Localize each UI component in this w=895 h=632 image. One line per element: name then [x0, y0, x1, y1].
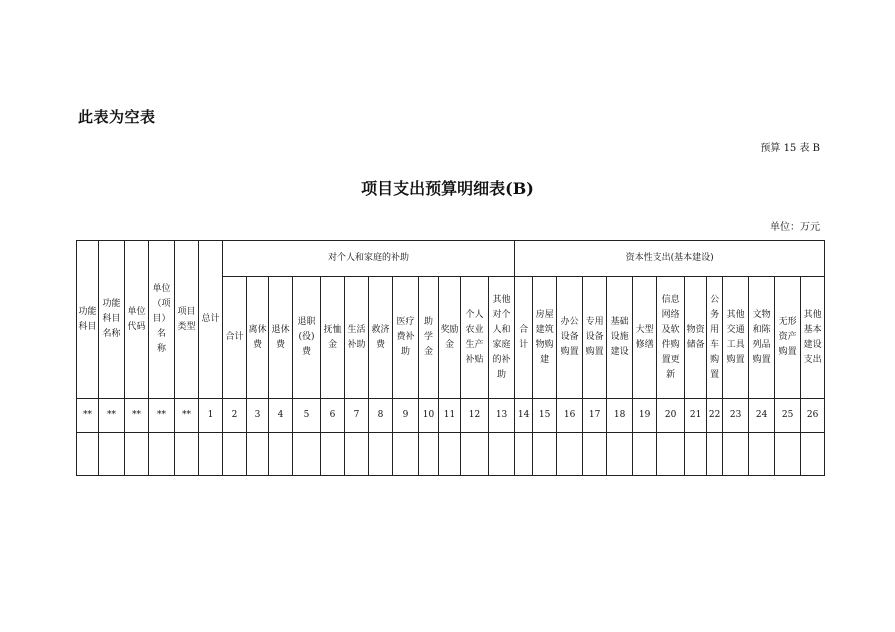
column-header-19: 合 计	[515, 277, 533, 399]
empty-data-cell	[801, 433, 825, 476]
column-code-cell: 11	[439, 399, 461, 433]
column-header-2: 功能 科目 名称	[99, 241, 125, 399]
empty-data-cell	[461, 433, 489, 476]
column-code-cell: **	[99, 399, 125, 433]
empty-data-cell	[321, 433, 345, 476]
column-header-4: 单位 （项 目）名 称	[149, 241, 175, 399]
empty-data-cell	[749, 433, 775, 476]
column-code-cell: **	[125, 399, 149, 433]
empty-data-cell	[419, 433, 439, 476]
empty-data-cell	[515, 433, 533, 476]
column-header-3: 单位 代码	[125, 241, 149, 399]
empty-data-cell	[393, 433, 419, 476]
empty-data-cell	[633, 433, 657, 476]
column-code-cell: 16	[557, 399, 583, 433]
column-code-cell: 22	[707, 399, 723, 433]
empty-data-cell	[223, 433, 247, 476]
empty-data-cell	[607, 433, 633, 476]
column-header-5: 项目 类型	[175, 241, 199, 399]
empty-data-cell	[369, 433, 393, 476]
column-header-1: 功能 科目	[77, 241, 99, 399]
column-code-cell: 25	[775, 399, 801, 433]
column-code-cell: 13	[489, 399, 515, 433]
column-code-cell: 15	[533, 399, 557, 433]
empty-data-cell	[685, 433, 707, 476]
column-code-cell: 2	[223, 399, 247, 433]
empty-table-note: 此表为空表	[78, 108, 156, 126]
column-header-25: 信息 网络 及软 件购 置更 新	[657, 277, 685, 399]
empty-data-cell	[269, 433, 293, 476]
column-header-27: 公 务 用 车 购 置	[707, 277, 723, 399]
empty-data-cell	[489, 433, 515, 476]
column-code-cell: 4	[269, 399, 293, 433]
column-header-23: 基础 设施 建设	[607, 277, 633, 399]
column-code-cell: 19	[633, 399, 657, 433]
unit-label: 单位：万元	[770, 222, 820, 233]
empty-data-cell	[533, 433, 557, 476]
column-header-31: 其他 基本 建设 支出	[801, 277, 825, 399]
empty-data-cell	[707, 433, 723, 476]
column-code-cell: 26	[801, 399, 825, 433]
column-header-6: 总计	[199, 241, 223, 399]
column-code-cell: 9	[393, 399, 419, 433]
column-header-24: 大型 修缮	[633, 277, 657, 399]
column-header-21: 办公 设备 购置	[557, 277, 583, 399]
empty-data-cell	[293, 433, 321, 476]
column-header-14: 医疗 费补 助	[393, 277, 419, 399]
column-code-cell: 8	[369, 399, 393, 433]
column-code-cell: 12	[461, 399, 489, 433]
column-code-cell: 1	[199, 399, 223, 433]
column-code-cell: **	[175, 399, 199, 433]
column-header-11: 抚恤 金	[321, 277, 345, 399]
page-title: 项目支出预算明细表(B)	[361, 179, 534, 198]
column-header-16: 奖励 金	[439, 277, 461, 399]
column-code-cell: 18	[607, 399, 633, 433]
column-header-26: 物资 储备	[685, 277, 707, 399]
column-code-cell: 5	[293, 399, 321, 433]
form-code: 预算 15 表 B	[760, 143, 820, 154]
column-code-cell: 24	[749, 399, 775, 433]
column-header-29: 文物 和陈 列品 购置	[749, 277, 775, 399]
column-code-cell: 21	[685, 399, 707, 433]
empty-data-cell	[125, 433, 149, 476]
budget-detail-table	[76, 240, 825, 476]
column-header-17: 个人 农业 生产 补贴	[461, 277, 489, 399]
column-header-7: 合计	[223, 277, 247, 399]
empty-data-cell	[557, 433, 583, 476]
empty-data-cell	[99, 433, 125, 476]
column-header-13: 救济 费	[369, 277, 393, 399]
column-code-cell: 6	[321, 399, 345, 433]
column-code-cell: **	[77, 399, 99, 433]
column-header-28: 其他 交通 工具 购置	[723, 277, 749, 399]
column-header-18: 其他 对个 人和 家庭 的补 助	[489, 277, 515, 399]
column-header-12: 生活 补助	[345, 277, 369, 399]
empty-data-cell	[77, 433, 99, 476]
column-header-8: 离休 费	[247, 277, 269, 399]
column-code-cell: **	[149, 399, 175, 433]
empty-data-cell	[775, 433, 801, 476]
empty-data-cell	[583, 433, 607, 476]
column-header-22: 专用 设备 购置	[583, 277, 607, 399]
column-code-cell: 7	[345, 399, 369, 433]
empty-data-cell	[723, 433, 749, 476]
empty-data-cell	[149, 433, 175, 476]
group-header-subsidy: 对个人和家庭的补助	[223, 241, 515, 277]
group-header-capital: 资本性支出(基本建设)	[515, 241, 825, 277]
empty-data-cell	[439, 433, 461, 476]
column-header-10: 退职 (役) 费	[293, 277, 321, 399]
column-header-15: 助 学 金	[419, 277, 439, 399]
column-header-20: 房屋 建筑 物购 建	[533, 277, 557, 399]
empty-data-cell	[657, 433, 685, 476]
column-code-cell: 3	[247, 399, 269, 433]
column-code-cell: 14	[515, 399, 533, 433]
column-code-cell: 23	[723, 399, 749, 433]
empty-data-cell	[247, 433, 269, 476]
column-header-9: 退休 费	[269, 277, 293, 399]
column-header-30: 无形 资产 购置	[775, 277, 801, 399]
column-code-cell: 10	[419, 399, 439, 433]
column-code-cell: 20	[657, 399, 685, 433]
empty-data-cell	[345, 433, 369, 476]
empty-data-cell	[175, 433, 199, 476]
column-code-cell: 17	[583, 399, 607, 433]
empty-data-cell	[199, 433, 223, 476]
